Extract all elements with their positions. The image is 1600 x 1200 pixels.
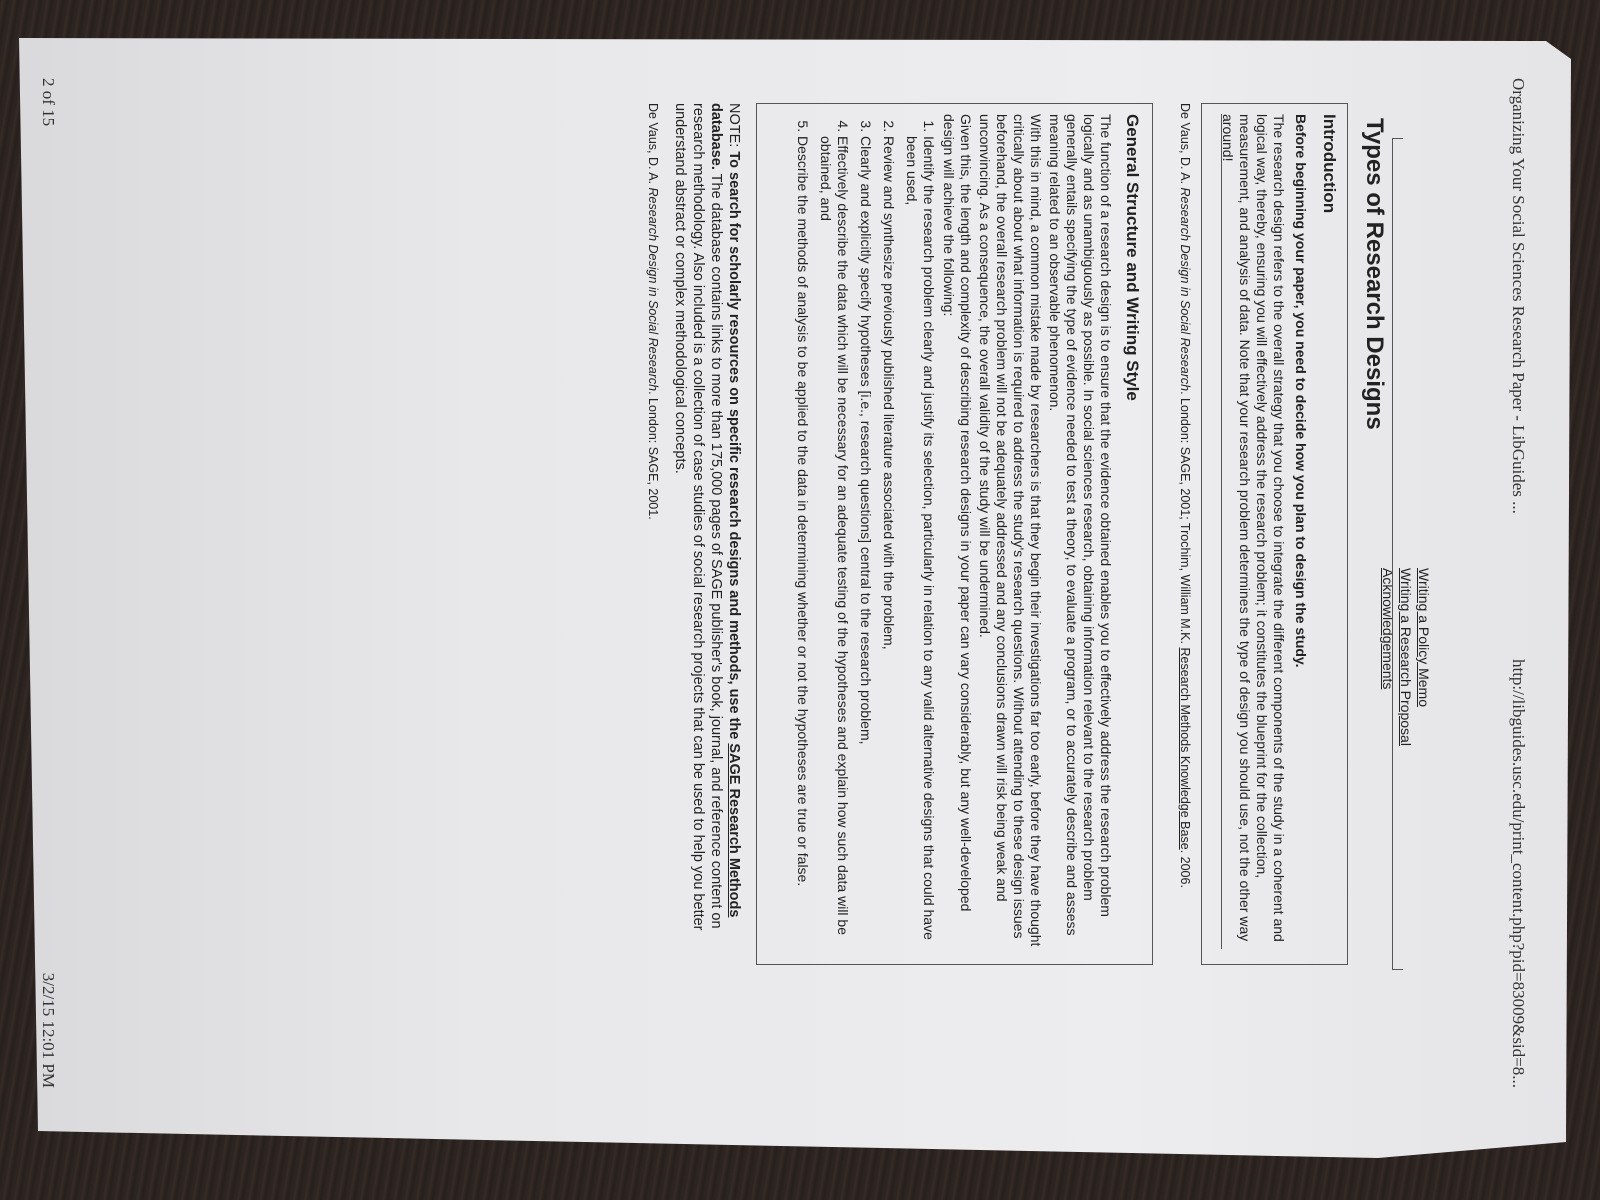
citation-italic: Research Design in Social Research xyxy=(1178,187,1192,392)
note-bold: database. xyxy=(708,103,724,170)
note-paragraph xyxy=(671,103,743,963)
sage-link[interactable]: SAGE Research Methods xyxy=(726,743,742,918)
list-item: 2. Review and synthesize previously published literature associated with the problem, xyxy=(880,136,897,951)
requirements-list xyxy=(788,114,937,951)
nav-box xyxy=(1392,138,1403,970)
divider xyxy=(1221,114,1222,949)
citation-text: De Vaus, D. A. xyxy=(646,103,660,188)
printed-page xyxy=(39,68,1528,1128)
note-label: NOTE: xyxy=(726,103,742,152)
citation-text: De Vaus, D. A. xyxy=(1178,103,1192,188)
introduction-lead: Before beginning your paper, you need to decide how you plan to design the study. xyxy=(1293,114,1309,668)
list-item: 5. Describe the methods of analysis to be applied to the data in determining whether or not the hypotheses are true or false. xyxy=(794,136,811,951)
print-timestamp: 3/2/15 12:01 PM xyxy=(39,972,58,1088)
citation-italic: Research Design in Social Research xyxy=(646,187,660,392)
link-research-proposal[interactable]: Writing a Research Proposal xyxy=(1398,568,1414,746)
page-title: Types of Research Designs xyxy=(1361,118,1388,430)
citation-1 xyxy=(1177,103,1193,963)
citation-text: . 2006. xyxy=(1178,849,1192,888)
list-item: 4. Effectively describe the data which will be necessary for an adequate testing of the hypotheses and explain how such data will be obtained, and xyxy=(817,136,851,951)
general-heading: General Structure and Writing Style xyxy=(1123,114,1142,401)
general-paragraph-2: With this in mind, a common mistake made by researchers is that they begin their investigations far too early, before they have thought critically about about what information is required to address the study's research questions. Without attending to these design issues beforehand, the overall research problem will not be adequately addressed and any conclusions drawn will risk being weak and unconvincing. As a consequence, the overall validity of the study will be undermined. xyxy=(977,114,1044,947)
introduction-box xyxy=(1201,103,1348,965)
note-text: The database contains links to more than 175,000 pages of SAGE publisher's book, journal, and reference content on research methodology. Also included is a collection of case studies of social research projects that can be used to help you better understand abstract or complex methodological concepts. xyxy=(672,103,724,931)
link-policy-memo[interactable]: Writing a Policy Memo xyxy=(1416,568,1432,708)
list-item: 1. Identify the research problem clearly and justify its selection, particularly in relation to any valid alternative designs that could have been used, xyxy=(903,136,937,951)
introduction-paragraph: The research design refers to the overall strategy that you choose to integrate the different components of the study in a coherent and logical way, thereby, ensuring you will effectively address the research problem; it constitutes the blueprint for the collection, measurement, and analysis of data. Note that your research problem determines the type of design you should use, not the other way around! xyxy=(1220,114,1287,942)
general-structure-box xyxy=(756,103,1153,965)
link-acknowledgements[interactable]: Acknowledgements xyxy=(1380,568,1396,690)
general-paragraph-3: Given this, the length and complexity of describing research designs in your paper can vary considerably, but any well-developed design will achieve the following: xyxy=(941,114,974,912)
general-paragraph-1: The function of a research design is to ensure that the evidence obtained enables you to effectively address the research problem logically and as unambiguously as possible. In social sciences research, obtaining information relevant to the research problem generally entails specifying the type of evidence needed to test a theory, to evaluate a program, or to accurately describe and assess meaning related to an observable phenomenon. xyxy=(1047,114,1114,936)
citation-text: . London: SAGE, 2001; Trochim, William M.K. xyxy=(1178,391,1192,648)
list-item: 3. Clearly and explicitly specify hypotheses [i.e., research questions] central to the research problem, xyxy=(857,136,874,951)
header-title: Organizing Your Social Sciences Research Paper - LibGuides ... xyxy=(1509,78,1528,514)
note-bold: To search for scholarly resources on specific research designs and methods, use the xyxy=(726,151,742,744)
citation-2 xyxy=(646,103,660,520)
nav-links xyxy=(1379,568,1433,746)
citation-text: . London: SAGE, 2001. xyxy=(646,391,660,520)
citation-link[interactable]: Research Methods Knowledge Base xyxy=(1178,647,1192,850)
introduction-heading: Introduction xyxy=(1320,114,1339,214)
header-url: http://libguides.usc.edu/print_content.php?pid=83009&sid=8... xyxy=(1509,658,1528,1088)
page-number: 2 of 15 xyxy=(39,78,58,127)
